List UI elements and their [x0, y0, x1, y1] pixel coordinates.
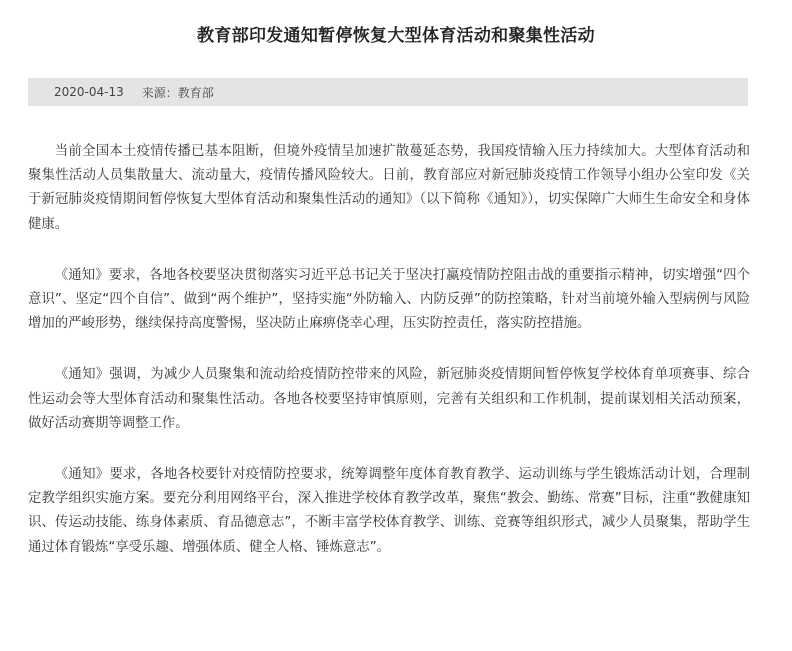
article-source: 来源：教育部 — [141, 85, 214, 100]
publish-date: 2020-04-13 — [54, 85, 124, 99]
article-paragraph: 《通知》要求，各地各校要坚决贯彻落实习近平总书记关于坚决打赢疫情防控阻击战的重要指示精神，切实增强“四个意识”、坚定“四个自信”、做到“两个维护”，坚持实施“外防输入、内防反弹”的防控策略，针对当前境外输入型病例与风险增加的严峻形势，继续保持高度警惕，坚决防止麻痹侥幸心理，压实防控责任，落实防控措施。 — [28, 267, 750, 332]
article-meta-bar — [28, 78, 748, 106]
article-paragraph: 《通知》要求，各地各校要针对疫情防控要求，统筹调整年度体育教育教学、运动训练与学生锻炼活动计划，合理制定教学组织实施方案。要充分利用网络平台，深入推进学校体育教学改革，聚焦“教会、勤练、常赛”目标，注重“教健康知识、传运动技能、练身体素质、育品德意志”，不断丰富学校体育教学、训练、竞赛等组织形式，减少人员聚集，帮助学生通过体育锻炼“享受乐趣、增强体质、健全人格、锤炼意志”。 — [28, 467, 750, 555]
article-paragraph: 当前全国本土疫情传播已基本阻断，但境外疫情呈加速扩散蔓延态势，我国疫情输入压力持续加大。大型体育活动和聚集性活动人员集散量大、流动量大，疫情传播风险较大。日前，教育部应对新冠肺炎疫情工作领导小组办公室印发《关于新冠肺炎疫情期间暂停恢复大型体育活动和聚集性活动的通知》（以下简称《通知》），切实保障广大师生生命安全和身体健康。 — [28, 144, 750, 232]
article-title: 教育部印发通知暂停恢复大型体育活动和聚集性活动 — [197, 26, 595, 46]
article-body — [28, 140, 750, 587]
article-paragraph: 《通知》强调，为减少人员聚集和流动给疫情防控带来的风险，新冠肺炎疫情期间暂停恢复学校体育单项赛事、综合性运动会等大型体育活动和聚集性活动。各地各校要坚持审慎原则，完善有关组织和工作机制，提前谋划相关活动预案，做好活动赛期等调整工作。 — [28, 367, 750, 431]
